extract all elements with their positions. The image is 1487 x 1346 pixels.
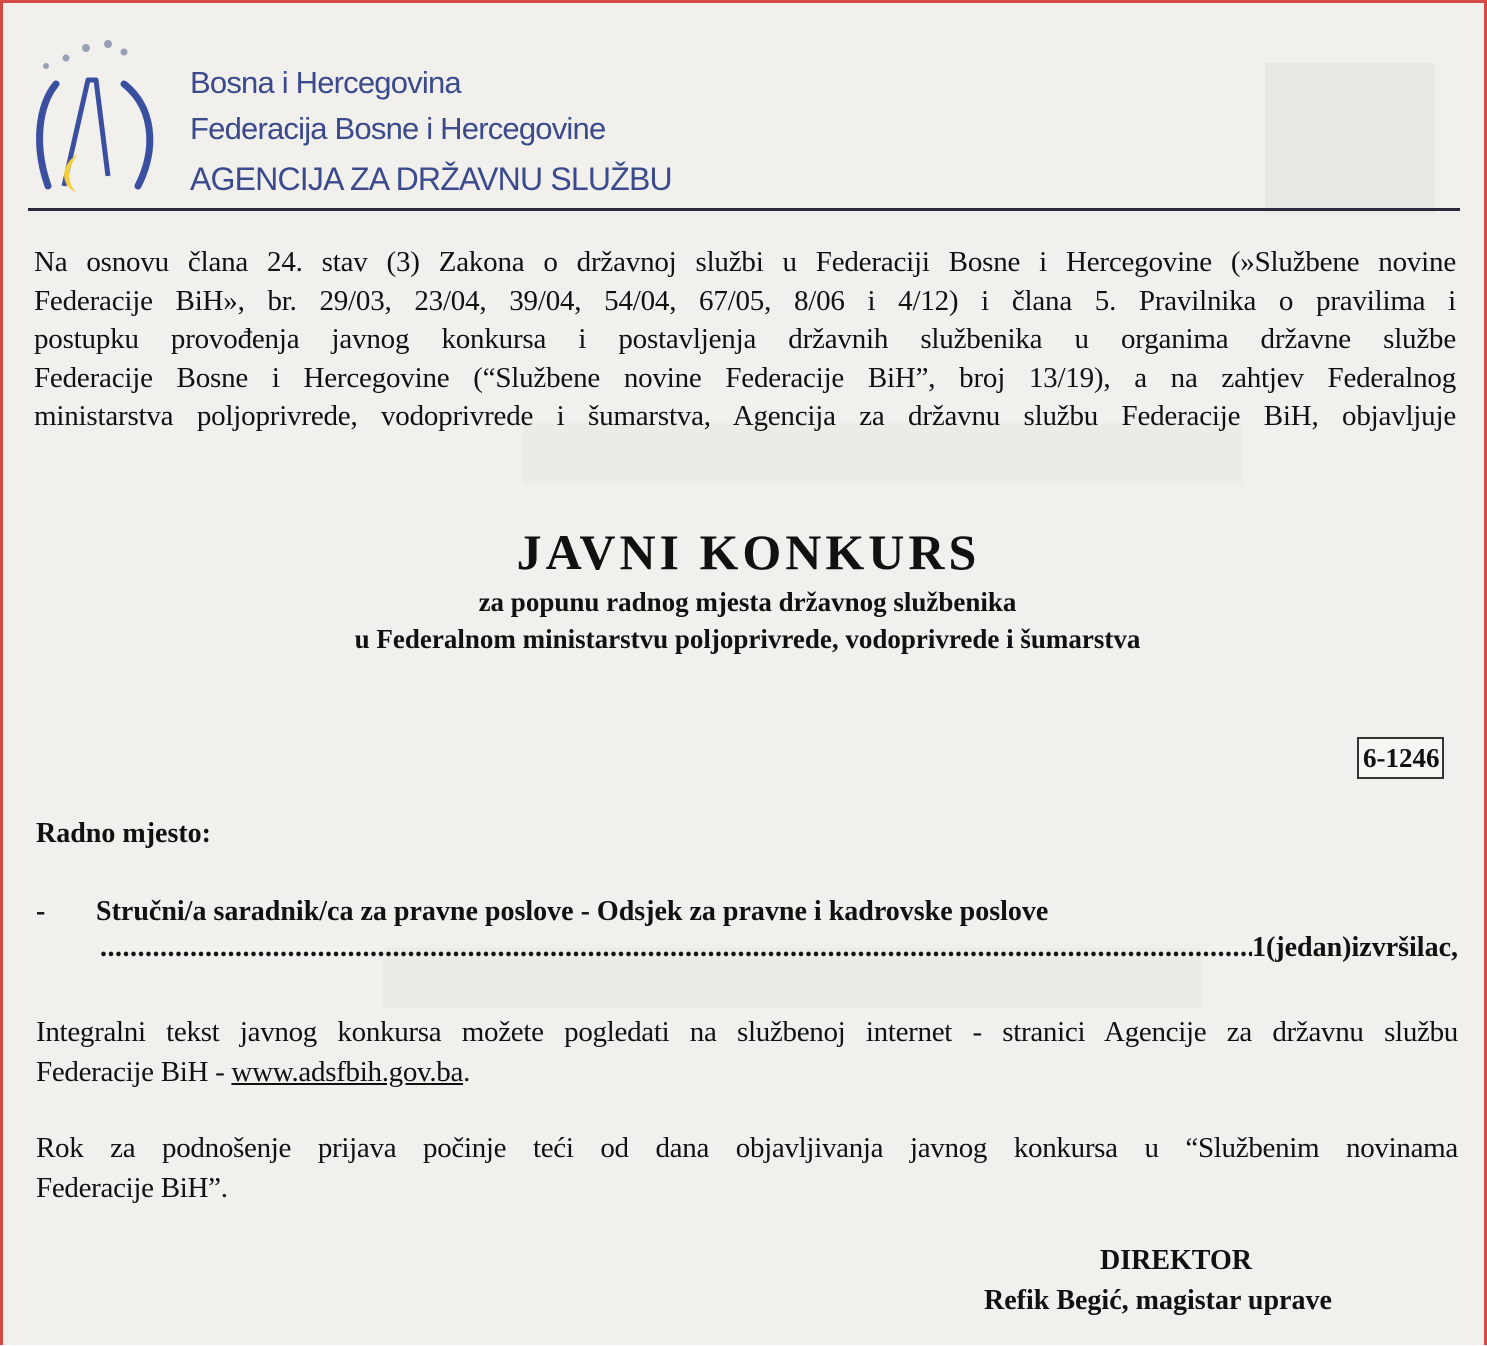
intro-line: ministarstva poljoprivrede, vodoprivrede i šumarstva, Agencija za državnu službu Federacije BiH, objavljuje	[34, 400, 1456, 433]
header-line-federation: Federacija Bosne i Hercegovine	[190, 111, 606, 146]
position-bullet: -	[36, 896, 46, 927]
agency-logo-icon	[26, 36, 176, 196]
position-heading: Radno mjesto:	[36, 818, 211, 849]
agency-header-text	[190, 60, 672, 202]
signatory-role: DIREKTOR	[1100, 1245, 1252, 1276]
notice-line-suffix: .	[463, 1056, 471, 1088]
bleed-through-shade-top-right	[1265, 63, 1435, 213]
header-line-country: Bosna i Hercegovina	[190, 65, 461, 100]
intro-line: postupku provođenja javnog konkursa i postavljenja državnih službenika u organima državne službe	[34, 323, 1456, 356]
document-subtitle-line-1: za popunu radnog mjesta državnog službenika	[478, 587, 1017, 617]
header-divider	[28, 208, 1460, 211]
intro-line: Federacije BiH», br. 29/03, 23/04, 39/04, 54/04, 67/05, 8/06 i 4/12) i člana 5. Pravilnika o pravilima i	[34, 284, 1456, 317]
intro-paragraph	[34, 243, 1456, 436]
position-count: 1(jedan)izvršilac,	[1251, 932, 1458, 963]
signatory-name: Refik Begić, magistar uprave	[984, 1285, 1332, 1316]
document-title: JAVNI KONKURS	[516, 524, 981, 580]
intro-line: Na osnovu člana 24. stav (3) Zakona o državnoj službi u Federaciji Bosne i Hercegovine (»Službene novine	[34, 246, 1456, 278]
reference-code-badge: 6-1246	[1357, 737, 1444, 779]
position-count-row	[100, 932, 1458, 964]
full-text-notice	[36, 1012, 1458, 1092]
document-subtitle-line-2: u Federalnom ministarstvu poljoprivrede, vodoprivrede i šumarstva	[354, 624, 1141, 654]
deadline-line: Federacije BiH”.	[36, 1172, 228, 1204]
deadline-notice	[36, 1128, 1458, 1208]
agency-website-link[interactable]: www.adsfbih.gov.ba	[231, 1056, 464, 1088]
intro-line: Federacije Bosne i Hercegovine (“Službene novine Federacije BiH”, broj 13/19), a na zahtjev Federalnog	[34, 361, 1456, 394]
notice-line	[36, 1052, 1458, 1092]
notice-line: Integralni tekst javnog konkursa možete pogledati na službenoj internet - stranici Agencije za državnu službu	[36, 1016, 1458, 1048]
dot-leader	[100, 932, 1252, 964]
agency-logo	[26, 36, 176, 196]
deadline-line: Rok za podnošenje prijava počinje teći od dana objavljivanja javnog konkursa u “Službenim novinama	[36, 1132, 1458, 1164]
notice-line-prefix: Federacije BiH -	[36, 1056, 232, 1088]
position-title: Stručni/a saradnik/ca za pravne poslove - Odsjek za pravne i kadrovske poslove	[96, 896, 1049, 927]
header-line-agency: AGENCIJA ZA DRŽAVNU SLUŽBU	[190, 161, 672, 197]
